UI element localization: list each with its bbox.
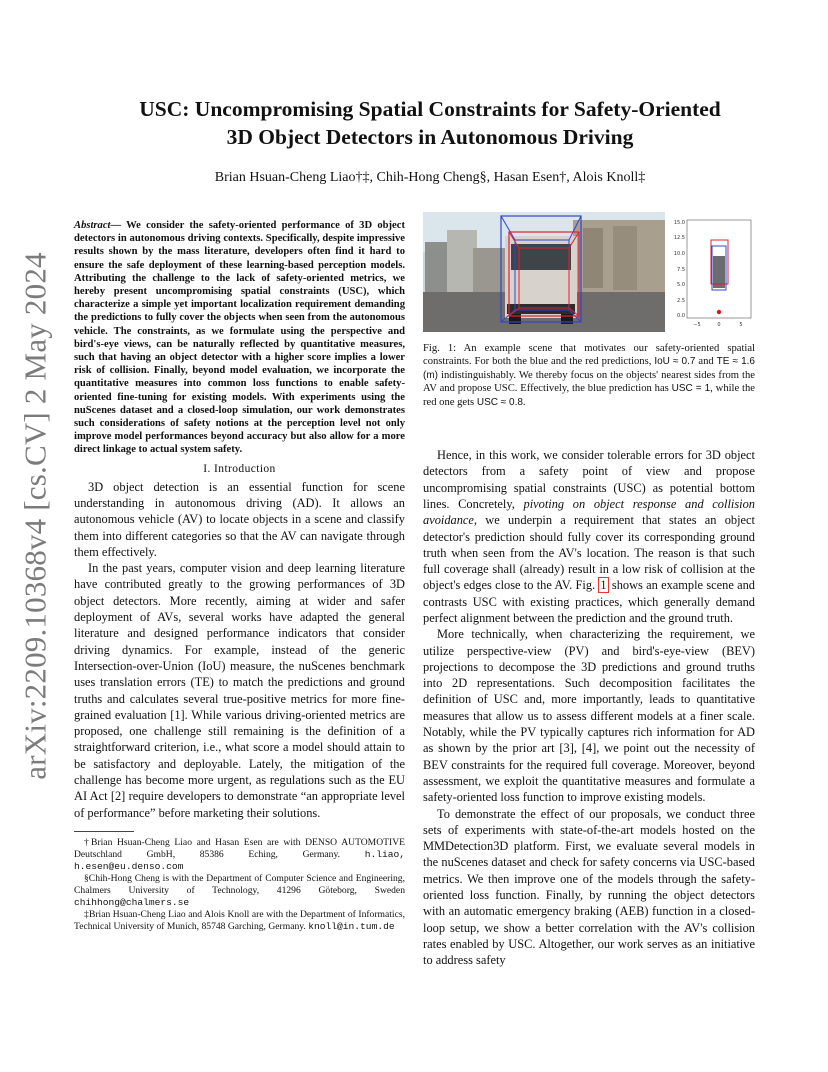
body-paragraph-hence: Hence, in this work, we consider tolerable errors for 3D object detectors from a safety point of view and propose uncompromising spatial constraints (USC) as potential bottom lines. Concretely, pivoting on object response and collision avoidance, we underpin a requirement that states an object detector's prediction should fully cover its corresponding ground truth when seen from the AV's location. The reason is that such full coverage shall (already) result in a low risk of collision at the object's edges close to the AV. Fig. 1 shows an example scene and contrasts USC with existing practices, which generally demand perfect alignment between the prediction and the ground truth. <box>423 448 756 625</box>
abstract <box>74 219 405 457</box>
bev-xtick: −5 <box>693 322 701 328</box>
bev-ytick: 10.0 <box>673 251 685 257</box>
figure-reference-link[interactable]: 1 <box>600 578 607 593</box>
figure-caption: Fig. 1: An example scene that motivates our safety-oriented spatial constraints. For both the blue and the red predictions, IoU ≈ 0.7 and TE ≈ 1.6 (m) indistinguishably. We thereby focus on the objects' nearest sides from the AV and propose USC. Effectively, the blue prediction has USC = 1, while the red one gets USC ≈ 0.8. <box>423 343 756 408</box>
paper-title <box>80 95 780 151</box>
body-paragraph-experiments: To demonstrate the effect of our proposals, we conduct three sets of experiments with state-of-the-art models hosted on the MMDetection3D platform. First, we evaluate several models in the nuScenes dataset and check for safety concerns via USC-based metrics. We then improve one of the models through the safety-oriented loss function. Finally, by running the object detectors with an automatic emergency braking (AEB) function in a closed-loop setup, we show a better correlation with the AV's collision rates enabled by USC. Altogether, our work serves as an initiative to address safety <box>423 806 755 968</box>
intro-paragraph-1: 3D object detection is an essential function for scene understanding in autonomous driving (AD). It allows an autonomous vehicle (AV) to locate objects in a scene and classify them into different categories so that the AV can navigate through them effectively. <box>74 479 405 559</box>
bev-ytick: 0.0 <box>677 313 685 319</box>
title-line-2: 3D Object Detectors in Autonomous Driving <box>226 125 634 149</box>
intro-paragraph-2: In the past years, computer vision and deep learning literature have contributed greatly to the growing performances of 3D object detectors. More recently, aiming at wider and safer deployment of AVs, several works have adapted the general literature and designed performance indicators that consider driving dynamics. For example, instead of the generic Intersection-over-Union (IoU) measure, the nuScenes benchmark uses translation errors (TE) to match the predictions and ground truths and calculates several true-positive metrics for more fine-grained evaluation [1]. While various driving-oriented metrics are proposed, one challenge still remaining is the definition of a straightforward criterion, i.e., what score a model should attain to be satisfactory and deployable. Lately, the mitigation of the challenge has become more urgent, as regulations such as the EU AI Act [2] require developers to demonstrate “an appropriate level of performance” before marketing their solutions. <box>74 561 405 820</box>
abstract-label: Abstract— <box>74 220 122 231</box>
footnote-email[interactable]: chihhong@chalmers.se <box>74 896 190 908</box>
bev-plot <box>669 216 755 330</box>
left-column <box>74 219 405 933</box>
abstract-text: We consider the safety-oriented performance of 3D object detectors in autonomous driving contexts. Specifically, despite impressive results shown by the mass literature, developers often find it hard to ensure the safe deployment of these learning-based perception models. Attributing the challenge to the lack of safety-oriented metrics, we hereby present uncompromising spatial constraints (USC), which characterize a simple yet important localization requirement demanding the predictions to fully cover the objects when seen from the autonomous vehicle. The constraints, as we formulate using the perspective and bird's-eye views, can be naturally reflected by quantitative measures, such that having an object detector with a higher score implies a lower risk of collision. Finally, beyond model evaluation, we incorporate the quantitative measures into common loss functions to enable safety-oriented fine-tuning for existing models. With experiments using the nuScenes dataset and a closed-loop simulation, our work demonstrates such considerations of safety notions at the perception level not only improve model performances beyond accuracy but also allow for a more direct linkage to actual system safety. <box>74 220 405 456</box>
footnote-denso: †Brian Hsuan-Cheng Liao and Hasan Esen are with DENSO AUTOMOTIVE Deutschland GmbH, 85386 Eching, Germany. h.liao, h.esen@eu.denso.com <box>74 836 405 872</box>
bev-ytick: 2.5 <box>677 298 685 304</box>
bev-xtick: 5 <box>739 322 743 328</box>
scene-image <box>423 212 665 332</box>
bev-ytick: 12.5 <box>673 235 685 241</box>
bev-ytick: 5.0 <box>677 282 685 288</box>
footnote-email[interactable]: h.liao, h.esen@eu.denso.com <box>74 848 405 872</box>
footnote-rule <box>74 831 134 832</box>
bev-ytick: 7.5 <box>677 267 685 273</box>
footnote-tum: ‡Brian Hsuan-Cheng Liao and Alois Knoll are with the Department of Informatics, Technical University of Munich, 85748 Garching, Germany. knoll@in.tum.de <box>74 908 405 932</box>
bev-xtick: 0 <box>717 322 721 328</box>
section-heading-introduction: I. Introduction <box>203 462 276 475</box>
right-column <box>423 212 755 969</box>
figure-1 <box>423 212 755 332</box>
title-line-1: USC: Uncompromising Spatial Constraints for Safety-Oriented <box>139 97 721 121</box>
author-list: Brian Hsuan-Cheng Liao†‡, Chih-Hong Cheng§, Hasan Esen†, Alois Knoll‡ <box>214 170 646 185</box>
footnote-email[interactable]: knoll@in.tum.de <box>308 920 395 932</box>
bev-ytick: 15.0 <box>673 220 685 226</box>
body-paragraph-technical: More technically, when characterizing the requirement, we utilize perspective-view (PV) and bird's-eye-view (BEV) projections to decompose the 3D predictions and ground truths into 2D representations. Such decomposition facilitates the definition of USC and, more importantly, leads to quantitative measures that allow us to assess different models at a finer scale. Notably, while the PV typically captures rich information for AD as shown by the prior art [3], [4], we point out the necessity of BEV constraints for the required full coverage. Moreover, beyond assessment, we exploit the quantitative measures and formulate a safety-oriented loss function to improve existing models. <box>423 627 755 805</box>
arxiv-stamp: arXiv:2209.10368v4 [cs.CV] 2 May 2024 <box>18 252 54 780</box>
footnote-chalmers: §Chih-Hong Cheng is with the Department of Computer Science and Engineering, Chalmers University of Technology, 41296 Göteborg, Sweden chihhong@chalmers.se <box>74 872 405 908</box>
